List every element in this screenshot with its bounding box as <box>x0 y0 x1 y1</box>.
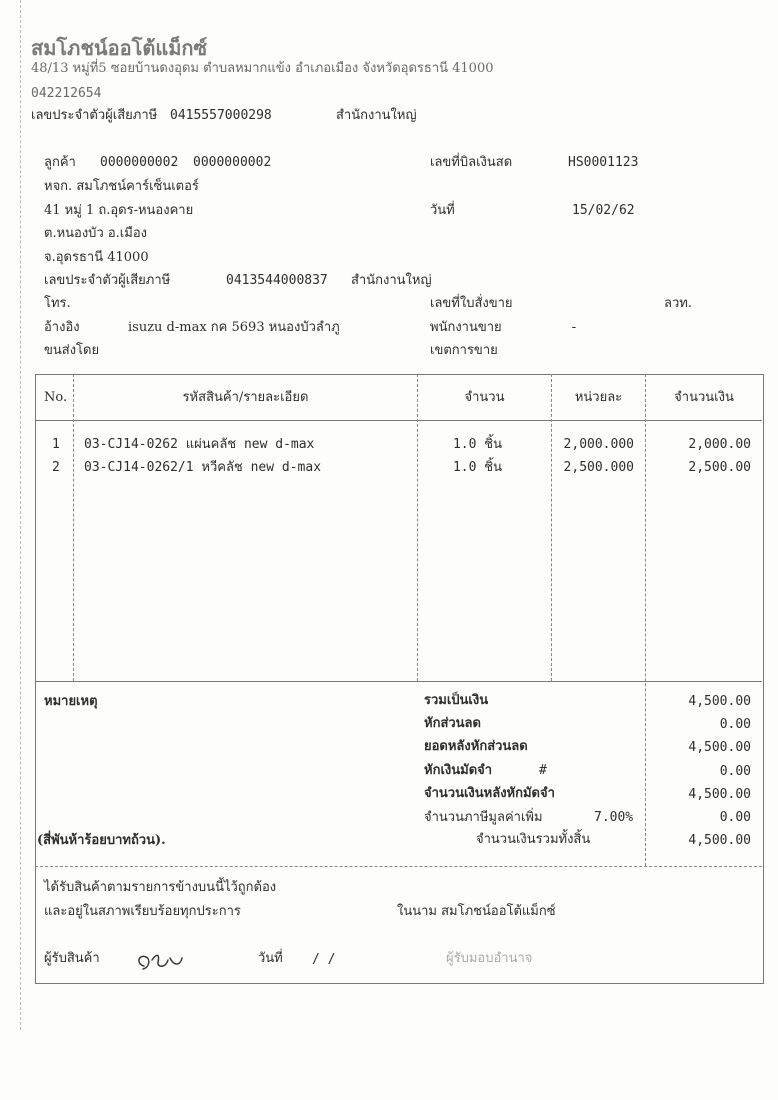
table-body-divider <box>35 681 762 682</box>
sales-area-label: เขตการขาย <box>430 343 498 358</box>
company-tax-label: เลขประจำตัวผู้เสียภาษี <box>31 108 158 123</box>
receiver-label: ผู้รับสินค้า <box>44 951 100 966</box>
customer-address-3: จ.อุดรธานี 41000 <box>44 250 149 265</box>
customer-address-1: 41 หมู่ 1 ถ.อุดร-หนองคาย <box>44 203 194 218</box>
remark-label: หมายเหตุ <box>44 694 98 709</box>
row-2-unit-price: 2,500.000 <box>563 460 634 475</box>
after-discount-label: ยอดหลังหักส่วนลด <box>424 739 528 754</box>
row-2-no: 2 <box>52 460 60 475</box>
row-1-no: 1 <box>52 437 60 452</box>
customer-phone-label: โทร. <box>44 296 71 311</box>
row-2-description: 03-CJ14-0262/1 หวีคลัช new d-max <box>84 460 322 475</box>
col-divider-no <box>73 374 74 681</box>
company-address: 48/13 หมู่ที่5 ซอยบ้านดงอุดม ตำบลหมากแข้ง อำเภอเมือง จังหวัดอุดรธานี 41000 <box>31 61 494 76</box>
reference-label: อ้างอิง <box>44 320 80 335</box>
receipt-statement-1: ได้รับสินค้าตามรายการข้างบนนี้ไว้ถูกต้อง <box>44 880 277 895</box>
row-2-amount: 2,500.00 <box>688 460 751 475</box>
reference-value: isuzu d-max กค 5693 หนองบัวลำภู <box>128 320 340 335</box>
authorized-person-label: ผู้รับมอบอำนาจ <box>446 951 533 966</box>
row-1-quantity: 1.0 ชิ้น <box>452 437 502 452</box>
row-1-description: 03-CJ14-0262 แผ่นคลัช new d-max <box>84 437 315 452</box>
customer-branch: สำนักงานใหญ่ <box>351 273 432 288</box>
row-2-quantity: 1.0 ชิ้น <box>452 460 502 475</box>
customer-tax-id: 0413544000837 <box>226 273 328 288</box>
grand-total-value: 4,500.00 <box>688 833 751 848</box>
salesperson-label: พนักงานขาย <box>430 320 502 335</box>
on-behalf-of: ในนาม สมโภชน์ออโต้แม็กซ์ <box>397 904 556 919</box>
bill-number-label: เลขที่บิลเงินสด <box>430 155 513 170</box>
customer-code: 0000000002 <box>100 155 179 170</box>
company-name: สมโภชน์ออโต้แม็กซ์ <box>31 36 208 60</box>
header-unit-price: หน่วยละ <box>574 390 623 405</box>
invoice-date-label: วันที่ <box>430 203 455 218</box>
header-description: รหัสสินค้า/รายละเอียด <box>182 390 309 405</box>
customer-address-2: ต.หนองบัว อ.เมือง <box>44 226 147 241</box>
amount-in-words: (สี่พันห้าร้อยบาทถ้วน). <box>37 833 166 848</box>
discount-value: 0.00 <box>719 717 751 732</box>
header-quantity: จำนวน <box>464 390 505 405</box>
company-tax-id: 0415557000298 <box>170 108 272 123</box>
receive-date-label: วันที่ <box>258 951 283 966</box>
after-discount-value: 4,500.00 <box>688 740 751 755</box>
company-branch: สำนักงานใหญ่ <box>336 108 417 123</box>
receiver-signature <box>134 948 186 974</box>
customer-tax-label: เลขประจำตัวผู้เสียภาษี <box>44 273 171 288</box>
col-divider-desc <box>417 374 418 681</box>
table-header-divider <box>35 420 762 421</box>
bill-number: HS0001123 <box>568 155 639 170</box>
invoice-date: 15/02/62 <box>572 203 635 218</box>
after-deposit-value: 4,500.00 <box>688 787 751 802</box>
row-1-unit-price: 2,000.000 <box>563 437 634 452</box>
customer-code-2: 0000000002 <box>193 155 272 170</box>
summary-divider <box>35 866 762 867</box>
header-amount: จำนวนเงิน <box>674 390 734 405</box>
customer-name: หจก. สมโภชน์คาร์เซ็นเตอร์ <box>44 179 199 194</box>
customer-code-label: ลูกค้า <box>44 155 76 170</box>
vat-rate: 7.00% <box>594 810 634 825</box>
binding-edge <box>20 0 22 1030</box>
receipt-statement-2: และอยู่ในสภาพเรียบร้อยทุกประการ <box>44 904 241 919</box>
subtotal-label: รวมเป็นเงิน <box>424 693 489 708</box>
vat-value: 0.00 <box>719 810 751 825</box>
receive-date-blank: / / <box>312 952 336 967</box>
company-phone: 042212654 <box>31 86 102 101</box>
sales-order-value: ลวท. <box>664 296 692 311</box>
sales-order-label: เลขที่ใบสั่งขาย <box>430 296 513 311</box>
after-deposit-label: จำนวนเงินหลังหักมัดจำ <box>424 786 555 801</box>
deposit-mark: # <box>539 763 547 778</box>
salesperson-value: - <box>570 320 578 335</box>
vat-label: จำนวนภาษีมูลค่าเพิ่ม <box>424 810 543 825</box>
grand-total-label: จำนวนเงินรวมทั้งสิ้น <box>476 832 591 847</box>
row-1-amount: 2,000.00 <box>688 437 751 452</box>
header-no: No. <box>44 390 68 405</box>
discount-label: หักส่วนลด <box>424 716 481 731</box>
deposit-label: หักเงินมัดจำ <box>424 763 493 778</box>
deposit-value: 0.00 <box>719 764 751 779</box>
subtotal-value: 4,500.00 <box>688 694 751 709</box>
col-divider-qty <box>551 374 552 681</box>
shipping-label: ขนส่งโดย <box>44 343 100 358</box>
